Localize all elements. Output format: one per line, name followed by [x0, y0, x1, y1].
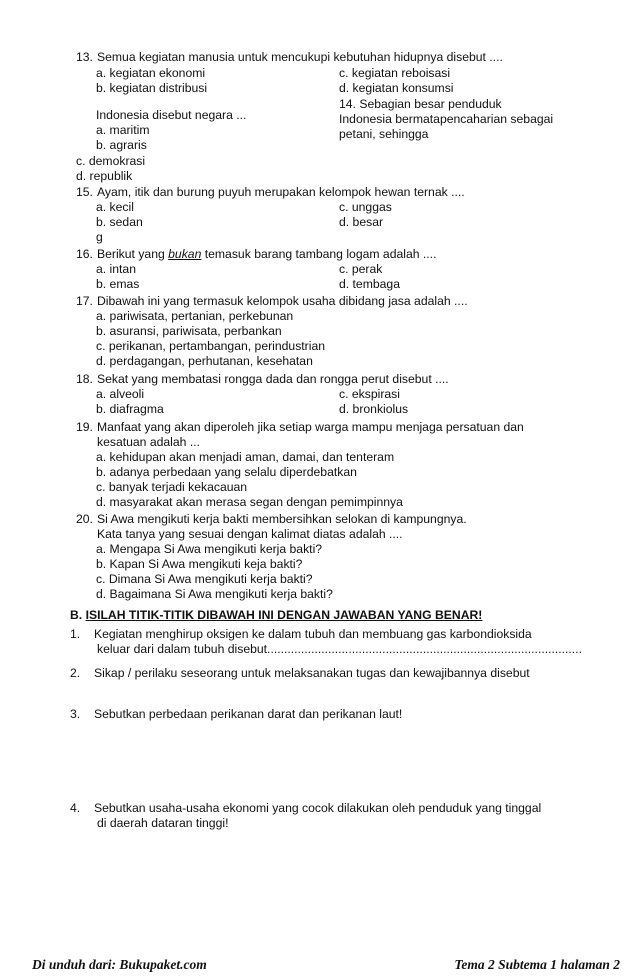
essay-1-line1: Kegiatan menghirup oksigen ke dalam tubuh dan membuang gas karbondioksida	[94, 627, 532, 641]
essay-3-line1: Sebutkan perbedaan perikanan darat dan perikanan laut!	[94, 707, 403, 721]
q18-option-a: a. alveoli	[96, 387, 145, 401]
q16-option-a: a. intan	[96, 262, 136, 276]
essay-2-number: 2.	[70, 666, 81, 680]
q18-number: 18.	[76, 372, 93, 386]
q18-option-d: d. bronkiolus	[339, 402, 409, 416]
q17-option-c: c. perikanan, pertambangan, perindustrian	[96, 339, 325, 353]
q17-number: 17.	[76, 294, 93, 308]
q20-number: 20.	[76, 512, 93, 526]
q13-option-b: b. kegiatan distribusi	[96, 81, 208, 95]
q16-stem-before: Berikut yang	[97, 247, 169, 261]
q13-stem: Semua kegiatan manusia untuk mencukupi kebutuhan hidupnya disebut ....	[97, 50, 503, 64]
q19-number: 19.	[76, 420, 93, 434]
footer-page-info: Tema 2 Subtema 1 halaman 2	[454, 957, 620, 972]
q14-line1: 14. Sebagian besar penduduk	[339, 97, 502, 111]
q20-option-c: c. Dimana Si Awa mengikuti kerja bakti?	[96, 572, 313, 586]
q20-option-a: a. Mengapa Si Awa mengikuti kerja bakti?	[96, 542, 323, 556]
q19-option-d: d. masyarakat akan merasa segan dengan pemimpinnya	[96, 495, 403, 509]
q19-option-c: c. banyak terjadi kekacauan	[96, 480, 248, 494]
essay-3-number: 3.	[70, 707, 81, 721]
essay-2-line1: Sikap / perilaku seseorang untuk melaksanakan tugas dan kewajibannya disebut	[94, 666, 530, 680]
q17-option-d: d. perdagangan, perhutanan, kesehatan	[96, 354, 313, 368]
section-b-heading	[70, 608, 482, 623]
q16-stem-after: temasuk barang tambang logam adalah ....	[201, 247, 437, 261]
essay-4-line2: di daerah dataran tinggi!	[97, 816, 229, 830]
q13-option-c: c. kegiatan reboisasi	[339, 66, 451, 80]
q13-option-d: d. kegiatan konsumsi	[339, 81, 454, 95]
q17-option-b: b. asuransi, pariwisata, perbankan	[96, 324, 282, 338]
q13-number: 13.	[76, 50, 93, 64]
essay-4-number: 4.	[70, 801, 81, 815]
q20-stem-line1: Si Awa mengikuti kerja bakti membersihkan selokan di kampungnya.	[97, 512, 467, 526]
stray-option-d: d. republik	[76, 169, 133, 183]
stray-option-c: c. demokrasi	[76, 154, 146, 168]
q16-stem	[97, 247, 436, 262]
section-b-prefix: B.	[70, 608, 86, 622]
q19-stem-line2: kesatuan adalah ...	[97, 435, 200, 449]
q15-option-d: d. besar	[339, 215, 384, 229]
essay-4-line1: Sebutkan usaha-usaha ekonomi yang cocok dilakukan oleh penduduk yang tinggal	[94, 801, 542, 815]
stray-option-b: b. agraris	[96, 138, 147, 152]
q15-option-a: a. kecil	[96, 200, 134, 214]
q19-option-b: b. adanya perbedaan yang selalu diperdebatkan	[96, 465, 357, 479]
q15-option-c: c. unggas	[339, 200, 392, 214]
essay-1-line2: keluar dari dalam tubuh disebut.............................................................................................	[97, 642, 582, 656]
q15-option-b: b. sedan	[96, 215, 143, 229]
q17-stem: Dibawah ini yang termasuk kelompok usaha dibidang jasa adalah ....	[97, 294, 468, 308]
q19-stem-line1: Manfaat yang akan diperoleh jika setiap warga mampu menjaga persatuan dan	[97, 420, 524, 434]
q14-line2: Indonesia bermatapencaharian sebagai	[339, 112, 554, 126]
q16-option-b: b. emas	[96, 277, 140, 291]
q16-number: 16.	[76, 247, 93, 261]
q14-line3: petani, sehingga	[339, 127, 429, 141]
stray-question-line: Indonesia disebut negara ...	[96, 108, 247, 122]
footer-source: Di unduh dari: Bukupaket.com	[32, 957, 207, 972]
q20-stem-line2: Kata tanya yang sesuai dengan kalimat diatas adalah ....	[97, 527, 403, 541]
q15-stem: Ayam, itik dan burung puyuh merupakan kelompok hewan ternak ....	[97, 185, 465, 199]
q13-option-a: a. kegiatan ekonomi	[96, 66, 206, 80]
q20-option-d: d. Bagaimana Si Awa mengikuti kerja bakti?	[96, 587, 333, 601]
q15-number: 15.	[76, 185, 93, 199]
q20-option-b: b. Kapan Si Awa mengikuti keja bakti?	[96, 557, 303, 571]
section-b-title: ISILAH TITIK-TITIK DIBAWAH INI DENGAN JAWABAN YANG BENAR!	[85, 608, 483, 622]
q19-option-a: a. kehidupan akan menjadi aman, damai, dan tenteram	[96, 450, 395, 464]
q18-option-b: b. diafragma	[96, 402, 164, 416]
q18-stem: Sekat yang membatasi rongga dada dan rongga perut disebut ....	[97, 372, 449, 386]
essay-1-number: 1.	[70, 627, 81, 641]
q16-option-d: d. tembaga	[339, 277, 400, 291]
stray-option-a: a. maritim	[96, 123, 150, 137]
q17-option-a: a. pariwisata, pertanian, perkebunan	[96, 309, 294, 323]
q16-stem-emphasis: bukan	[168, 247, 202, 261]
q15-stray-letter: g	[96, 230, 103, 244]
q16-option-c: c. perak	[339, 262, 383, 276]
q18-option-c: c. ekspirasi	[339, 387, 400, 401]
